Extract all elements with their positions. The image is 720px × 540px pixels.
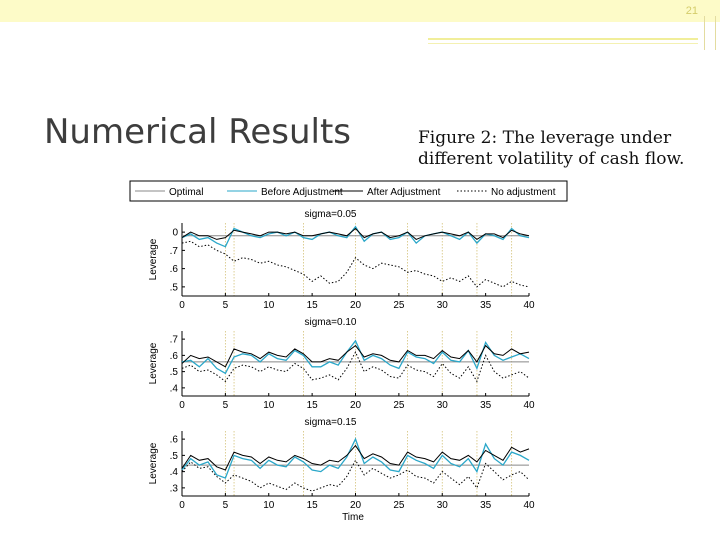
legend-label-after-adjustment: After Adjustment (367, 187, 441, 198)
figure-caption: Figure 2: The leverage under different volatility of cash flow. (418, 128, 685, 169)
header-rule-thin (428, 43, 698, 44)
panel-2-xtick-label: 35 (480, 400, 492, 411)
panel-2-xtick-label: 20 (349, 400, 362, 411)
panel-1-xtick-label: 40 (523, 300, 535, 311)
slide-number: 21 (685, 5, 698, 17)
panel-3-xtick-label: 40 (523, 500, 535, 511)
panel-3-xtick-label: 5 (222, 500, 229, 511)
legend-label-no-adjustment: No adjustment (491, 187, 556, 198)
panel-1-ytick-label: .7 (169, 245, 178, 257)
panel-2-xtick-label: 0 (179, 400, 185, 411)
panel-1-xtick-label: 20 (349, 300, 362, 311)
panel-2-ytick-label: .4 (169, 383, 178, 395)
panel-2-xtick-label: 5 (222, 400, 229, 411)
panel-1-xtick-label: 5 (222, 300, 229, 311)
panel-3-ytick-label: .4 (169, 467, 178, 479)
panel-1-xtick-label: 0 (179, 300, 185, 311)
panel-2-xtick-label: 10 (263, 400, 275, 411)
panel-1-title: sigma=0.05 (304, 209, 357, 220)
panel-1-xtick-label: 35 (480, 300, 492, 311)
panel-3-ytick-label: .6 (169, 434, 178, 446)
panel-2-ytick-label: .6 (169, 350, 178, 362)
leverage-chart (125, 178, 556, 528)
legend-label-before-adjustment: Before Adjustment (261, 187, 343, 198)
panel-1-xtick-label: 30 (436, 300, 448, 311)
panel-2-xtick-label: 40 (523, 400, 535, 411)
panel-3-ytick-label: .5 (169, 450, 178, 462)
corner-decoration (704, 16, 716, 50)
panel-3-ytick-label: .3 (169, 483, 178, 495)
x-axis-label: Time (342, 512, 364, 523)
panel-2-xtick-label: 25 (393, 400, 405, 411)
legend-label-optimal: Optimal (169, 187, 204, 198)
panel-1-xtick-label: 15 (306, 300, 318, 311)
panel-1-xtick-label: 25 (393, 300, 405, 311)
panel-2-xtick-label: 15 (306, 400, 318, 411)
panel-3-xtick-label: 35 (480, 500, 492, 511)
panel-2-ytick-label: .5 (169, 367, 178, 379)
panel-3-xtick-label: 25 (393, 500, 405, 511)
panel-3-xtick-label: 20 (349, 500, 362, 511)
header-band (0, 0, 720, 22)
panel-2-ylabel: Leverage (148, 342, 159, 385)
panel-3-xtick-label: 0 (179, 500, 185, 511)
panel-3-ylabel: Leverage (148, 442, 159, 485)
panel-1-ylabel: Leverage (148, 238, 159, 281)
panel-3-xtick-label: 15 (306, 500, 318, 511)
panel-1-ytick-label: 0 (172, 227, 178, 239)
panel-2-xtick-label: 30 (436, 400, 448, 411)
panel-1-ytick-label: .5 (169, 282, 178, 294)
header-rule (428, 38, 698, 40)
slide-title: Numerical Results (44, 112, 351, 152)
panel-1-ytick-label: .6 (169, 264, 178, 276)
panel-1-xtick-label: 10 (263, 300, 275, 311)
panel-3-title: sigma=0.15 (304, 417, 357, 428)
panel-2-ytick-label: .7 (169, 334, 178, 346)
figure (125, 178, 556, 532)
panel-2-title: sigma=0.10 (304, 317, 357, 328)
panel-3-xtick-label: 10 (263, 500, 275, 511)
panel-3-xtick-label: 30 (436, 500, 448, 511)
